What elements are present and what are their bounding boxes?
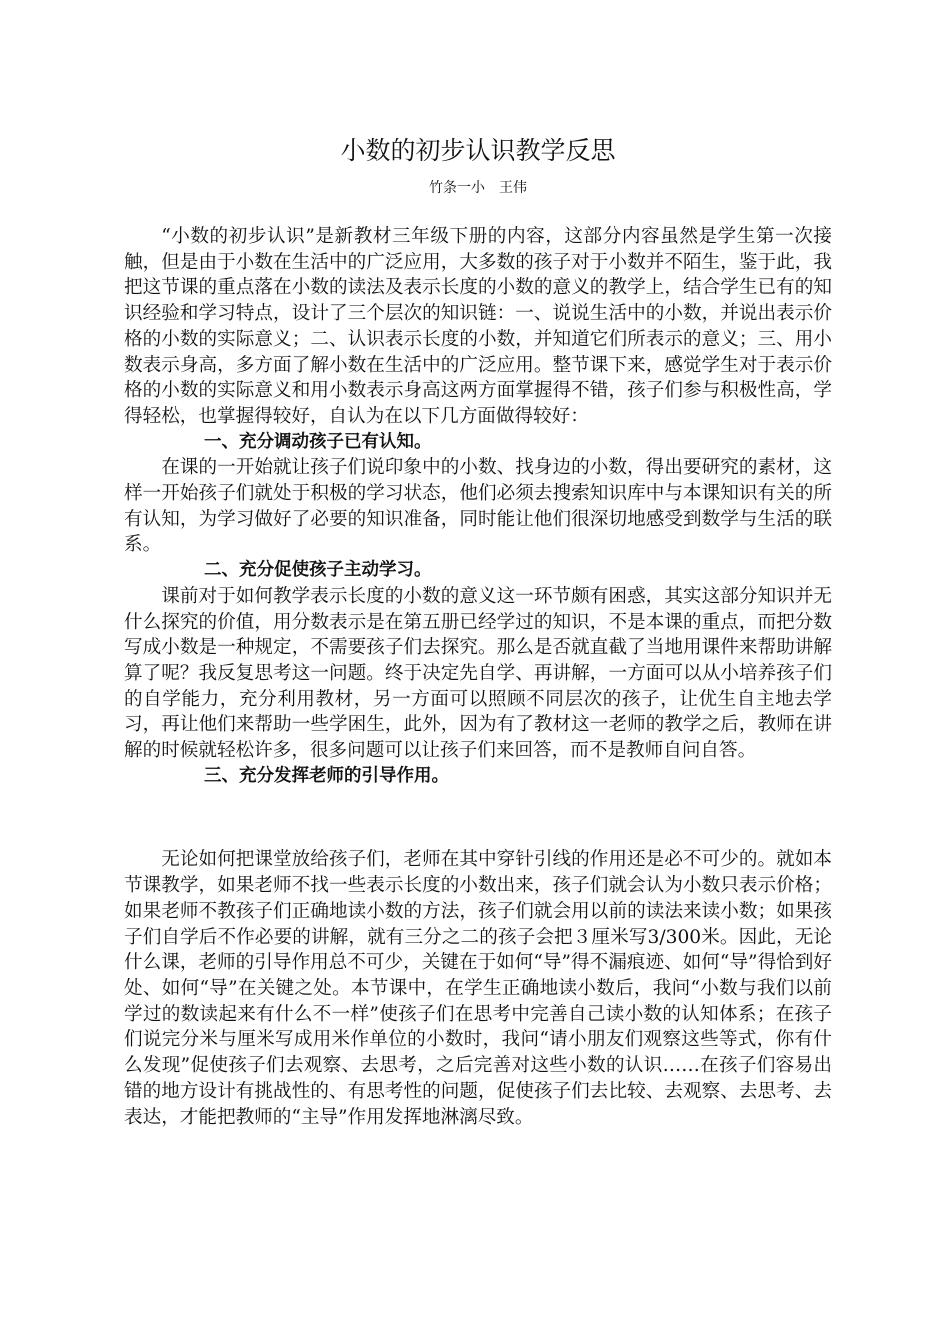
intro-paragraph: “小数的初步认识”是新教材三年级下册的内容，这部分内容虽然是学生第一次接触，但是由于小数在生活中的广泛应用，大多数的孩子对于小数并不陌生，鉴于此，我把这节课的重点落在小数的读法及表示长度的小数的意义的教学上，结合学生已有的知识经验和学习特点，设计了三个层次的知识链：一、说说生活中的小数，并说出表示价格的小数的实际意义；二、认识表示长度的小数，并知道它们所表示的意义；三、用小数表示身高，多方面了解小数在生活中的广泛应用。整节课下来，感觉学生对于表示价格的小数的实际意义和用小数表示身高这两方面掌握得不错，孩子们参与积极性高，学得轻松，也掌握得较好，自认为在以下几方面做得较好：	[124, 226, 832, 427]
blank-gap	[124, 789, 832, 847]
section-body-2: 课前对于如何教学表示长度的小数的意义这一环节颇有困惑，其实这部分知识并无什么探究的价值，用分数表示是在第五册已经学过的知识，不是本课的重点，而把分数写成小数是一种规定，不需要孩子们去探究。那么是否就直截了当地用课件来帮助讲解算了呢？我反复思考这一问题。终于决定先自学、再讲解，一方面可以从小培养孩子们的自学能力，充分利用教材，另一方面可以照顾不同层次的孩子，让优生自主地去学习，再让他们来帮助一些学困生，此外，因为有了教材这一老师的教学之后，教师在讲解的时候就轻松许多，很多问题可以让孩子们来回答，而不是教师自问自答。	[124, 585, 832, 762]
section-heading-3: 三、充分发挥老师的引导作用。	[204, 765, 449, 786]
section-body-1: 在课的一开始就让孩子们说印象中的小数、找身边的小数，得出要研究的素材，这样一开始孩子们就处于积极的学习状态，他们必须去搜索知识库中与本课知识有关的所有认知，为学习做好了必要的知识准备，同时能让他们很深切地感受到数学与生活的联系。	[124, 457, 832, 556]
document-page	[124, 132, 832, 1130]
document-author: 竹条一小 王伟	[429, 180, 527, 196]
section-body-3: 无论如何把课堂放给孩子们，老师在其中穿针引线的作用还是必不可少的。就如本节课教学，如果老师不找一些表示长度的小数出来，孩子们就会认为小数只表示价格；如果老师不教孩子们正确地读小数的方法，孩子们就会用以前的读法来读小数；如果孩子们自学后不作必要的讲解，就有三分之二的孩子会把３厘米写3/300米。因此，无论什么课，老师的引导作用总不可少，关键在于如何“导”得不漏痕迹、如何“导”得恰到好处、如何“导”在关键之处。本节课中，在学生正确地读小数后，我问“小数与我们以前学过的数读起来有什么不一样”使孩子们在思考中完善自己读小数的认知体系；在孩子们说完分米与厘米写成用米作单位的小数时，我问“请小朋友们观察这些等式，你有什么发现”促使孩子们去观察、去思考，之后完善对这些小数的认识……在孩子们容易出错的地方设计有挑战性的、有思考性的问题，促使孩子们去比较、去观察、去思考、去表达，才能把教师的“主导”作用发挥地淋漓尽致。	[124, 849, 832, 1128]
section-heading-1: 一、充分调动孩子已有认知。	[204, 431, 432, 452]
section-heading-2: 二、充分促使孩子主动学习。	[204, 560, 432, 581]
document-title: 小数的初步认识教学反思	[340, 136, 616, 165]
